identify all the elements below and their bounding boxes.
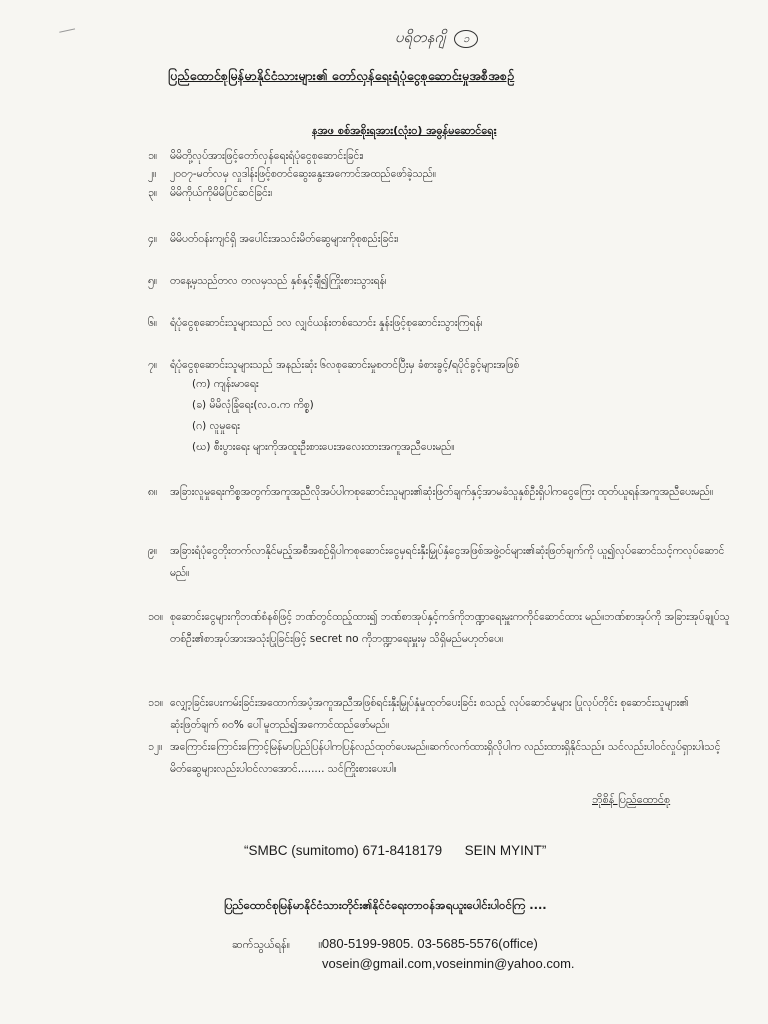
signer-name: ဘိုစိန် ပြည်ထောင်စု	[592, 793, 671, 806]
contact-email: vosein@gmail.com,voseinmin@yahoo.com.	[322, 956, 575, 971]
item-number: ၄။	[148, 233, 158, 245]
scan-mark	[59, 28, 77, 40]
paragraph	[148, 540, 730, 584]
document-subtitle: နအဖ စစ်အစိုးရအား(လုံး၀) အဓွန်မဆောင်ရေး	[312, 124, 497, 137]
item-text: တနေ့မှသည်တလ တလမှသည် နှစ်နှင့်ချီ၍ကြိုးစားသွားရန်၊	[170, 275, 387, 287]
sub-item: (ဂ) လူမှုရေး	[192, 420, 240, 432]
paragraph-text: အကြောင်းကြောင်းကြောင့်မြန်မာပြည်ပြန်ပါကပြန်လည်ထုတ်ပေးမည်။ဆက်လက်ထားရှိလိုပါက လည်းထားရှိနိုင်သည်။ သင်လည်းပါဝင်လှုပ်ရှားပါ၊သင့်မိတ်ဆွေများလည်းပါဝင်လာအောင်........ သင်ကြိုးစားပေးပါ။	[170, 741, 721, 775]
handwritten-text: ပရိတနဂျိ	[395, 28, 446, 46]
paragraph	[148, 736, 730, 780]
paragraph	[148, 481, 730, 503]
sub-item: (က) ကျန်းမာရေး	[192, 378, 259, 390]
paragraph-number: ၁၀။	[148, 611, 163, 623]
item-text: ၂၀၀၇-မတ်လမှ လှုဒါန်းဖြင့်စတင်ဆွေးနွေးအကောင်အထည်ဖော်ခဲ့သည်။	[170, 168, 437, 180]
paragraph	[148, 606, 730, 650]
item-number: ၃။	[148, 187, 158, 199]
list-item	[148, 183, 272, 203]
contact-phone: ။080-5199-9805. 03-5685-5576(office)	[318, 936, 538, 951]
item-number: ၅။	[148, 275, 158, 287]
item-text: မိမိကိုယ်ကိုမိမိပြင်ဆင်ခြင်း၊	[170, 187, 273, 199]
list-item	[148, 229, 398, 249]
item-text: မိမိတို့လုပ်အားဖြင့်တော်လှန်ရေးရံပုံငွေစုဆောင်းခြင်း၊	[170, 150, 364, 162]
list-item	[148, 146, 364, 166]
paragraph	[148, 692, 730, 736]
handwritten-header	[395, 28, 478, 50]
handwritten-number: ၁	[454, 30, 478, 48]
contact-label: ဆက်သွယ်ရန်။	[232, 938, 291, 951]
sub-item: (ခ) မိမိလုံခြုံရေး(လ.၀.က ကိစ္စ)	[192, 399, 314, 411]
document-title: ပြည်ထောင်စုမြန်မာနိုင်ငံသားများ၏ တော်လှန်ရေးရံပုံငွေစုဆောင်းမှုအစီအစဉ်	[168, 68, 515, 83]
item-number: ၂။	[148, 168, 157, 180]
item-text: မိမိပတ်ဝန်းကျင်ရှိ အပေါင်းအသင်းမိတ်ဆွေများကိုစုစည်းခြင်း၊	[170, 233, 399, 245]
list-item	[148, 313, 483, 333]
paragraph-text: စုဆောင်းငွေများကိုဘဏ်စံနစ်ဖြင့် ဘဏ်တွင်ထည့်ထား၍ ဘဏ်စာအုပ်နှင့်ကဒ်ကိုဘဏ္ဍာရေးမှူးကကိုင်ဆောင်ထား မည်။ဘဏ်စာအုပ်ကို အခြားအုပ်ချုပ်သူတစ်ဦး၏စာအုပ်အားအသုံးပြုခြင်းဖြင့် secret no ကိုဘဏ္ဍာရေးမှူးမှ သိရှိမည်မဟုတ်ပေ။	[170, 611, 730, 645]
paragraph-number: ၈။	[148, 486, 158, 498]
item-number: ၁။	[148, 150, 158, 162]
item-number: ၇။	[148, 359, 158, 371]
paragraph-number: ၁၂။	[148, 741, 163, 753]
footer-title: ပြည်ထောင်စုမြန်မာနိုင်ငံသားတိုင်း၏နိုင်ငံရေးတာဝန်အရယူးပေါင်းပါဝင်ကြ ....	[224, 898, 547, 912]
sub-item: (ဃ) စီးပွားရေး များကိုအထူးဦးစားပေးအလေးထားအကူအညီပေးမည်။	[192, 441, 455, 453]
item-text: ရံပုံငွေစုဆောင်းသူများသည် အနည်းဆုံး ၆လစုဆောင်းမှုစတင်ပြီးမှ ခံစားခွင့်/ရပိုင်ခွင့်များအဖြစ်	[170, 359, 520, 371]
paragraph-text: အခြားလူမှုရေးကိစ္စအတွက်အကူအညီလိုအပ်ပါကစုဆောင်းသူများ၏ဆုံးဖြတ်ချက်နှင့်အာမခံသူနှစ်ဦးရှိပါကငွေကြေး ထုတ်ယူရန်အကူအညီပေးမည်။	[170, 486, 714, 498]
item-text: ရံပုံငွေစုဆောင်းသူများသည် ၁လ လျှင်ယန်းတစ်သောင်း နှုန်းဖြင့်စုဆောင်းသွားကြရန်၊	[170, 317, 483, 329]
paragraph-text: လျှော့ခြင်းပေးကမ်းခြင်းအထောက်အပံ့အကူအညီအဖြစ်ရင်းနှီးမြှုပ်နှံမှုထုတ်ပေးခြင်း စသည့် လုပ်ဆောင်မှုများ ပြုလုပ်တိုင်း စုဆောင်းသူများ၏ ဆုံးဖြတ်ချက် ၈၀% ပေါ်မူတည်၍အကောင်ထည်ဖော်မည်။	[170, 697, 689, 731]
list-item	[148, 355, 519, 375]
bank-account: “SMBC (sumitomo) 671-8418179 SEIN MYINT”	[244, 843, 547, 858]
list-item	[148, 164, 436, 184]
paragraph-number: ၁၁။	[148, 697, 163, 709]
paragraph-number: ၉။	[148, 545, 158, 557]
list-item	[148, 271, 387, 291]
paragraph-text: အခြားရံပုံငွေတိုးတက်လာနိုင်မည့်အစီအစဉ်ရှိပါကစုဆောင်းငွေမှရင်းနှီးမြှုပ်နှံငွေအဖြစ်အဖွဲ့ဝင်များ၏ဆုံးဖြတ်ချက်ကို ယူ၍လုပ်ဆောင်သင့်ကလုပ်ဆောင်မည်။	[170, 545, 725, 579]
item-number: ၆။	[148, 317, 158, 329]
